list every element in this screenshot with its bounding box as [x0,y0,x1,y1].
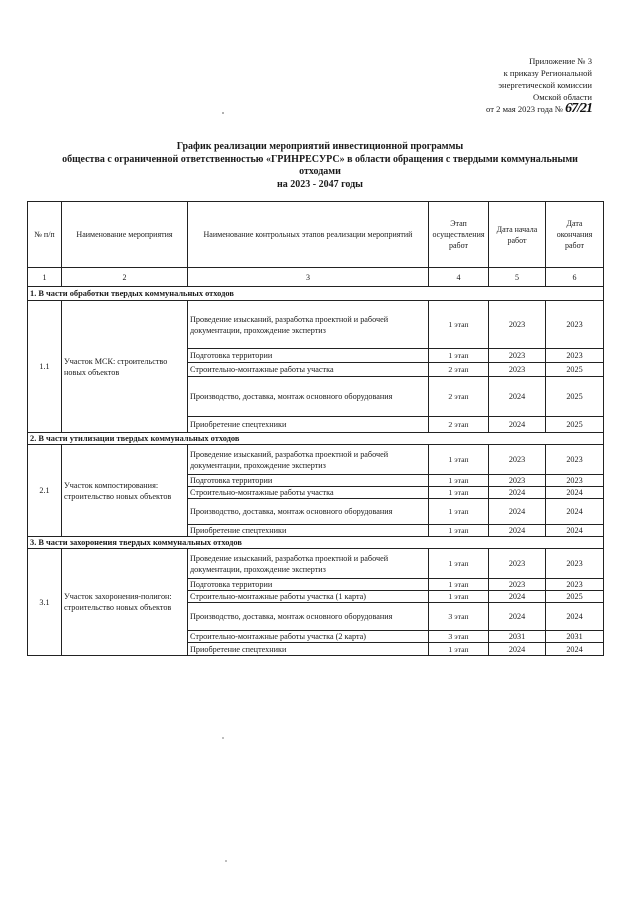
section-title: 2. В части утилизации твердых коммунальных отходов [28,433,604,445]
scan-speck [222,112,224,114]
schedule-table [27,201,604,656]
control-stage: Приобретение спецтехники [188,643,429,656]
handwritten-order-number: 67/21 [565,101,592,116]
control-stage: Приобретение спецтехники [188,525,429,537]
work-stage: 1 этап [429,301,489,349]
item-name: Участок захоронения-полигон: строительство новых объектов [62,549,188,656]
end-date: 2024 [546,643,604,656]
control-stage: Подготовка территории [188,579,429,591]
header-start: Дата начала работ [489,202,546,268]
control-stage: Проведение изысканий, разработка проектной и рабочей документации, прохождение экспертиз [188,445,429,475]
header-row [28,202,604,268]
col-number: 3 [188,268,429,287]
start-date: 2023 [489,363,546,377]
start-date: 2024 [489,591,546,603]
section-title: 3. В части захоронения твердых коммунальных отходов [28,537,604,549]
work-stage: 1 этап [429,643,489,656]
appendix-line-2: к приказу Региональной [503,68,592,78]
item-number: 1.1 [28,301,62,433]
start-date: 2031 [489,631,546,643]
title-line-4: на 2023 - 2047 годы [277,178,363,190]
control-stage: Производство, доставка, монтаж основного оборудования [188,377,429,417]
work-stage: 2 этап [429,377,489,417]
end-date: 2023 [546,475,604,487]
end-date: 2023 [546,549,604,579]
work-stage: 1 этап [429,349,489,363]
document-title [20,141,620,191]
start-date: 2024 [489,377,546,417]
work-stage: 2 этап [429,363,489,377]
end-date: 2024 [546,487,604,499]
section-row [28,287,604,301]
control-stage: Строительно-монтажные работы участка (2 карта) [188,631,429,643]
appendix-line-5 [486,103,592,115]
appendix-line-3: энергетической комиссии [498,80,592,90]
start-date: 2024 [489,417,546,433]
end-date: 2024 [546,499,604,525]
control-stage: Проведение изысканий, разработка проектной и рабочей документации, прохождение экспертиз [188,301,429,349]
control-stage: Производство, доставка, монтаж основного оборудования [188,603,429,631]
title-line-1: График реализации мероприятий инвестиционной программы [176,141,464,152]
control-stage: Строительно-монтажные работы участка (1 карта) [188,591,429,603]
col-number: 6 [546,268,604,287]
table-row [28,445,604,475]
column-number-row [28,268,604,287]
start-date: 2023 [489,549,546,579]
work-stage: 3 этап [429,631,489,643]
item-name: Участок МСК: строительство новых объектов [62,301,188,433]
table-row [28,301,604,349]
control-stage: Приобретение спецтехники [188,417,429,433]
item-number: 3.1 [28,549,62,656]
start-date: 2023 [489,445,546,475]
col-number: 1 [28,268,62,287]
section-row [28,433,604,445]
end-date: 2031 [546,631,604,643]
start-date: 2024 [489,499,546,525]
col-number: 4 [429,268,489,287]
header-stage: Этап осуществления работ [429,202,489,268]
start-date: 2023 [489,475,546,487]
control-stage: Подготовка территории [188,475,429,487]
control-stage: Строительно-монтажные работы участка [188,363,429,377]
end-date: 2025 [546,417,604,433]
end-date: 2023 [546,579,604,591]
work-stage: 1 этап [429,487,489,499]
section-row [28,537,604,549]
end-date: 2024 [546,525,604,537]
work-stage: 1 этап [429,549,489,579]
item-name: Участок компостирования: строительство новых объектов [62,445,188,537]
start-date: 2023 [489,579,546,591]
control-stage: Проведение изысканий, разработка проектной и рабочей документации, прохождение экспертиз [188,549,429,579]
start-date: 2024 [489,525,546,537]
end-date: 2023 [546,349,604,363]
title-line-2: общества с ограниченной ответственностью «ГРИНРЕСУРС» в области обращения с твердыми коммунальными [62,153,578,165]
header-control: Наименование контрольных этапов реализации мероприятий [188,202,429,268]
work-stage: 1 этап [429,475,489,487]
order-date-text: от 2 мая 2023 года № [486,104,564,114]
header-name: Наименование мероприятия [62,202,188,268]
work-stage: 1 этап [429,579,489,591]
start-date: 2024 [489,487,546,499]
start-date: 2023 [489,349,546,363]
scan-speck [225,860,227,862]
work-stage: 2 этап [429,417,489,433]
work-stage: 1 этап [429,499,489,525]
control-stage: Подготовка территории [188,349,429,363]
table-row [28,549,604,579]
start-date: 2024 [489,643,546,656]
appendix-line-1: Приложение № 3 [529,56,592,66]
section-title: 1. В части обработки твердых коммунальных отходов [28,287,604,301]
appendix-line-4: Омской области [533,92,592,102]
col-number: 5 [489,268,546,287]
end-date: 2023 [546,301,604,349]
end-date: 2025 [546,377,604,417]
control-stage: Производство, доставка, монтаж основного оборудования [188,499,429,525]
end-date: 2025 [546,363,604,377]
start-date: 2023 [489,301,546,349]
item-number: 2.1 [28,445,62,537]
end-date: 2024 [546,603,604,631]
scan-speck [222,737,224,739]
work-stage: 1 этап [429,525,489,537]
end-date: 2023 [546,445,604,475]
header-end: Дата окончания работ [546,202,604,268]
title-line-3: отходами [299,166,341,177]
control-stage: Строительно-монтажные работы участка [188,487,429,499]
work-stage: 1 этап [429,591,489,603]
col-number: 2 [62,268,188,287]
work-stage: 3 этап [429,603,489,631]
end-date: 2025 [546,591,604,603]
appendix-block [486,55,592,115]
start-date: 2024 [489,603,546,631]
header-num: № п/п [28,202,62,268]
work-stage: 1 этап [429,445,489,475]
